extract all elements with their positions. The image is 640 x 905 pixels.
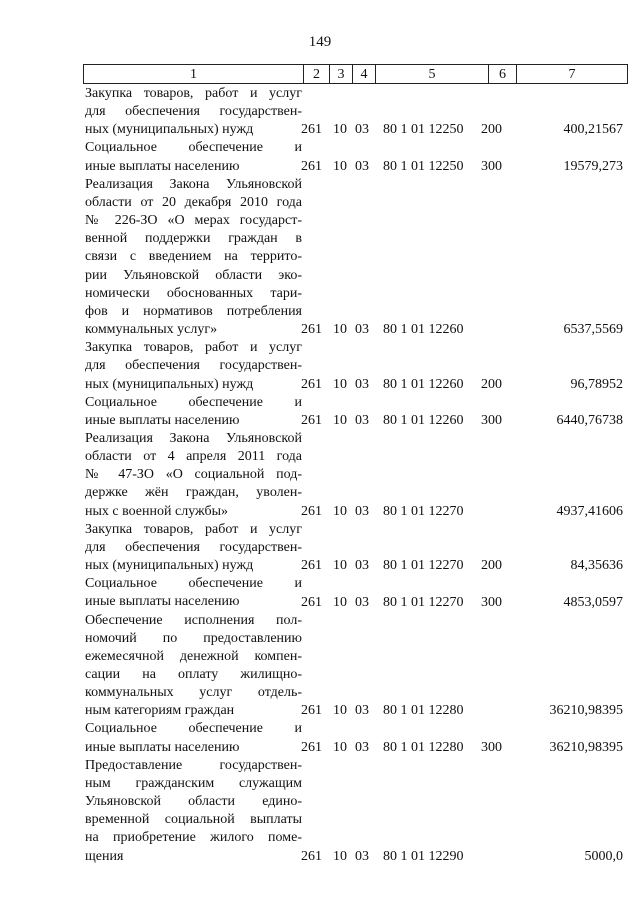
description-line: фов и нормативов потребления <box>85 303 302 319</box>
expense-type-code: 200 <box>481 558 502 574</box>
description-line: для обеспечения государствен- <box>85 358 302 374</box>
amount: 84,35636 <box>570 558 623 574</box>
subsection-code: 03 <box>355 322 369 338</box>
target-article-code: 80 1 01 12280 <box>383 703 464 719</box>
target-article-code: 80 1 01 12270 <box>383 558 464 574</box>
description-line: коммунальных услуг отдель- <box>85 685 302 701</box>
amount: 36210,98395 <box>549 739 623 755</box>
amount: 19579,273 <box>563 158 623 174</box>
subsection-code: 03 <box>355 594 369 610</box>
row-description <box>83 176 302 339</box>
table-row <box>83 757 626 866</box>
description-line: № 226-ЗО «О мерах государст- <box>85 213 302 229</box>
amount: 4937,41606 <box>556 503 623 519</box>
row-values <box>83 594 626 612</box>
header-col-4: 4 <box>353 65 376 83</box>
ministry-code: 261 <box>301 703 322 719</box>
subsection-code: 03 <box>355 739 369 755</box>
expense-type-code: 200 <box>481 376 502 392</box>
ministry-code: 261 <box>301 739 322 755</box>
section-code: 10 <box>333 376 347 392</box>
section-code: 10 <box>333 503 347 519</box>
page-number: 149 <box>308 34 332 50</box>
table-row <box>83 176 626 339</box>
description-line: Социальное обеспечение и <box>85 140 302 156</box>
expense-type-code: 300 <box>481 412 502 428</box>
ministry-code: 261 <box>301 503 322 519</box>
description-line: иные выплаты населению <box>85 412 240 428</box>
description-line: номически обоснованных тари- <box>85 285 302 301</box>
description-line: ных с военной службы» <box>85 503 229 519</box>
expense-type-code: 300 <box>481 739 502 755</box>
description-line: ных (муниципальных) нужд <box>85 558 254 574</box>
target-article-code: 80 1 01 12270 <box>383 594 464 610</box>
section-code: 10 <box>333 122 347 138</box>
row-values <box>83 412 626 430</box>
description-line: ных (муниципальных) нужд <box>85 122 254 138</box>
table-row <box>83 85 626 139</box>
description-line: области от 4 апреля 2011 года <box>85 449 302 465</box>
description-line: № 47-ЗО «О социальной под- <box>85 467 302 483</box>
row-values <box>83 376 626 394</box>
section-code: 10 <box>333 739 347 755</box>
ministry-code: 261 <box>301 412 322 428</box>
description-line: временной социальной выплаты <box>85 812 302 828</box>
ministry-code: 261 <box>301 322 322 338</box>
subsection-code: 03 <box>355 848 369 864</box>
description-line: сации на оплату жилищно- <box>85 667 302 682</box>
row-values <box>83 739 626 757</box>
description-line: рии Ульяновской области эко- <box>85 267 302 283</box>
table-row <box>83 339 626 393</box>
row-values <box>83 848 626 866</box>
header-col-3: 3 <box>330 65 353 83</box>
subsection-code: 03 <box>355 158 369 174</box>
table-row <box>83 612 626 721</box>
header-col-6: 6 <box>489 65 517 83</box>
section-code: 10 <box>333 558 347 574</box>
row-values <box>83 702 626 720</box>
ministry-code: 261 <box>301 594 322 610</box>
section-code: 10 <box>333 322 347 338</box>
section-code: 10 <box>333 848 347 864</box>
target-article-code: 80 1 01 12250 <box>383 158 464 174</box>
description-line: для обеспечения государствен- <box>85 104 302 120</box>
amount: 6537,5569 <box>563 322 623 338</box>
description-line: Реализация Закона Ульяновской <box>85 430 302 446</box>
section-code: 10 <box>333 158 347 174</box>
table-body <box>83 85 626 866</box>
target-article-code: 80 1 01 12260 <box>383 412 464 428</box>
description-line: номочий по предоставлению <box>85 630 302 646</box>
amount: 36210,98395 <box>549 703 623 719</box>
row-values <box>83 503 626 521</box>
description-line: ным гражданским служащим <box>85 775 302 791</box>
description-line: Предоставление государствен- <box>85 757 302 773</box>
table-row <box>83 394 626 430</box>
row-values <box>83 121 626 139</box>
description-line: щения <box>85 848 124 864</box>
description-line: Ульяновской области едино- <box>85 794 302 810</box>
description-line: ежемесячной денежной компен- <box>85 648 302 664</box>
description-line: для обеспечения государствен- <box>85 539 302 555</box>
target-article-code: 80 1 01 12280 <box>383 739 464 755</box>
target-article-code: 80 1 01 12290 <box>383 848 464 864</box>
description-line: ным категориям граждан <box>85 703 235 719</box>
table-row <box>83 575 626 611</box>
subsection-code: 03 <box>355 503 369 519</box>
description-line: Закупка товаров, работ и услуг <box>85 340 302 356</box>
description-line: области от 20 декабря 2010 года <box>85 194 302 210</box>
subsection-code: 03 <box>355 703 369 719</box>
subsection-code: 03 <box>355 558 369 574</box>
subsection-code: 03 <box>355 376 369 392</box>
description-line: иные выплаты населению <box>85 158 240 174</box>
header-col-7: 7 <box>568 67 576 82</box>
subsection-code: 03 <box>355 122 369 138</box>
description-line: венной поддержки граждан в <box>85 231 302 247</box>
table-row <box>83 521 626 575</box>
description-line: иные выплаты населению <box>85 594 240 610</box>
header-col-5: 5 <box>376 65 489 83</box>
description-line: Социальное обеспечение и <box>85 576 302 592</box>
description-line: связи с введением на террито- <box>85 249 302 265</box>
subsection-code: 03 <box>355 412 369 428</box>
header-col-2: 2 <box>304 65 330 83</box>
table-row <box>83 720 626 756</box>
amount: 6440,76738 <box>556 412 623 428</box>
table-row <box>83 430 626 521</box>
description-line: Обеспечение исполнения пол- <box>85 612 302 628</box>
amount: 96,78952 <box>570 376 623 392</box>
section-code: 10 <box>333 703 347 719</box>
table-header <box>83 64 628 84</box>
ministry-code: 261 <box>301 848 322 864</box>
description-line: иные выплаты населению <box>85 739 240 755</box>
table-row <box>83 139 626 175</box>
section-code: 10 <box>333 412 347 428</box>
description-line: коммунальных услуг» <box>85 322 218 338</box>
description-line: Социальное обеспечение и <box>85 721 302 737</box>
row-values <box>83 321 626 339</box>
amount: 400,21567 <box>563 122 623 138</box>
target-article-code: 80 1 01 12250 <box>383 122 464 138</box>
ministry-code: 261 <box>301 158 322 174</box>
target-article-code: 80 1 01 12260 <box>383 376 464 392</box>
amount: 4853,0597 <box>563 594 623 610</box>
description-line: Закупка товаров, работ и услуг <box>85 86 302 101</box>
section-code: 10 <box>333 594 347 610</box>
target-article-code: 80 1 01 12270 <box>383 503 464 519</box>
description-line: Закупка товаров, работ и услуг <box>85 521 302 537</box>
description-line: Социальное обеспечение и <box>85 394 302 410</box>
ministry-code: 261 <box>301 376 322 392</box>
ministry-code: 261 <box>301 558 322 574</box>
ministry-code: 261 <box>301 122 322 138</box>
description-line: Реализация Закона Ульяновской <box>85 176 302 192</box>
expense-type-code: 300 <box>481 594 502 610</box>
target-article-code: 80 1 01 12260 <box>383 322 464 338</box>
description-line: ных (муниципальных) нужд <box>85 376 254 392</box>
row-values <box>83 557 626 575</box>
description-line: на приобретение жилого поме- <box>85 830 302 846</box>
description-line: держке жён граждан, уволен- <box>85 485 302 501</box>
expense-type-code: 300 <box>481 158 502 174</box>
header-col-1: 1 <box>84 65 304 83</box>
amount: 5000,0 <box>584 848 623 864</box>
expense-type-code: 200 <box>481 122 502 138</box>
row-values <box>83 158 626 176</box>
